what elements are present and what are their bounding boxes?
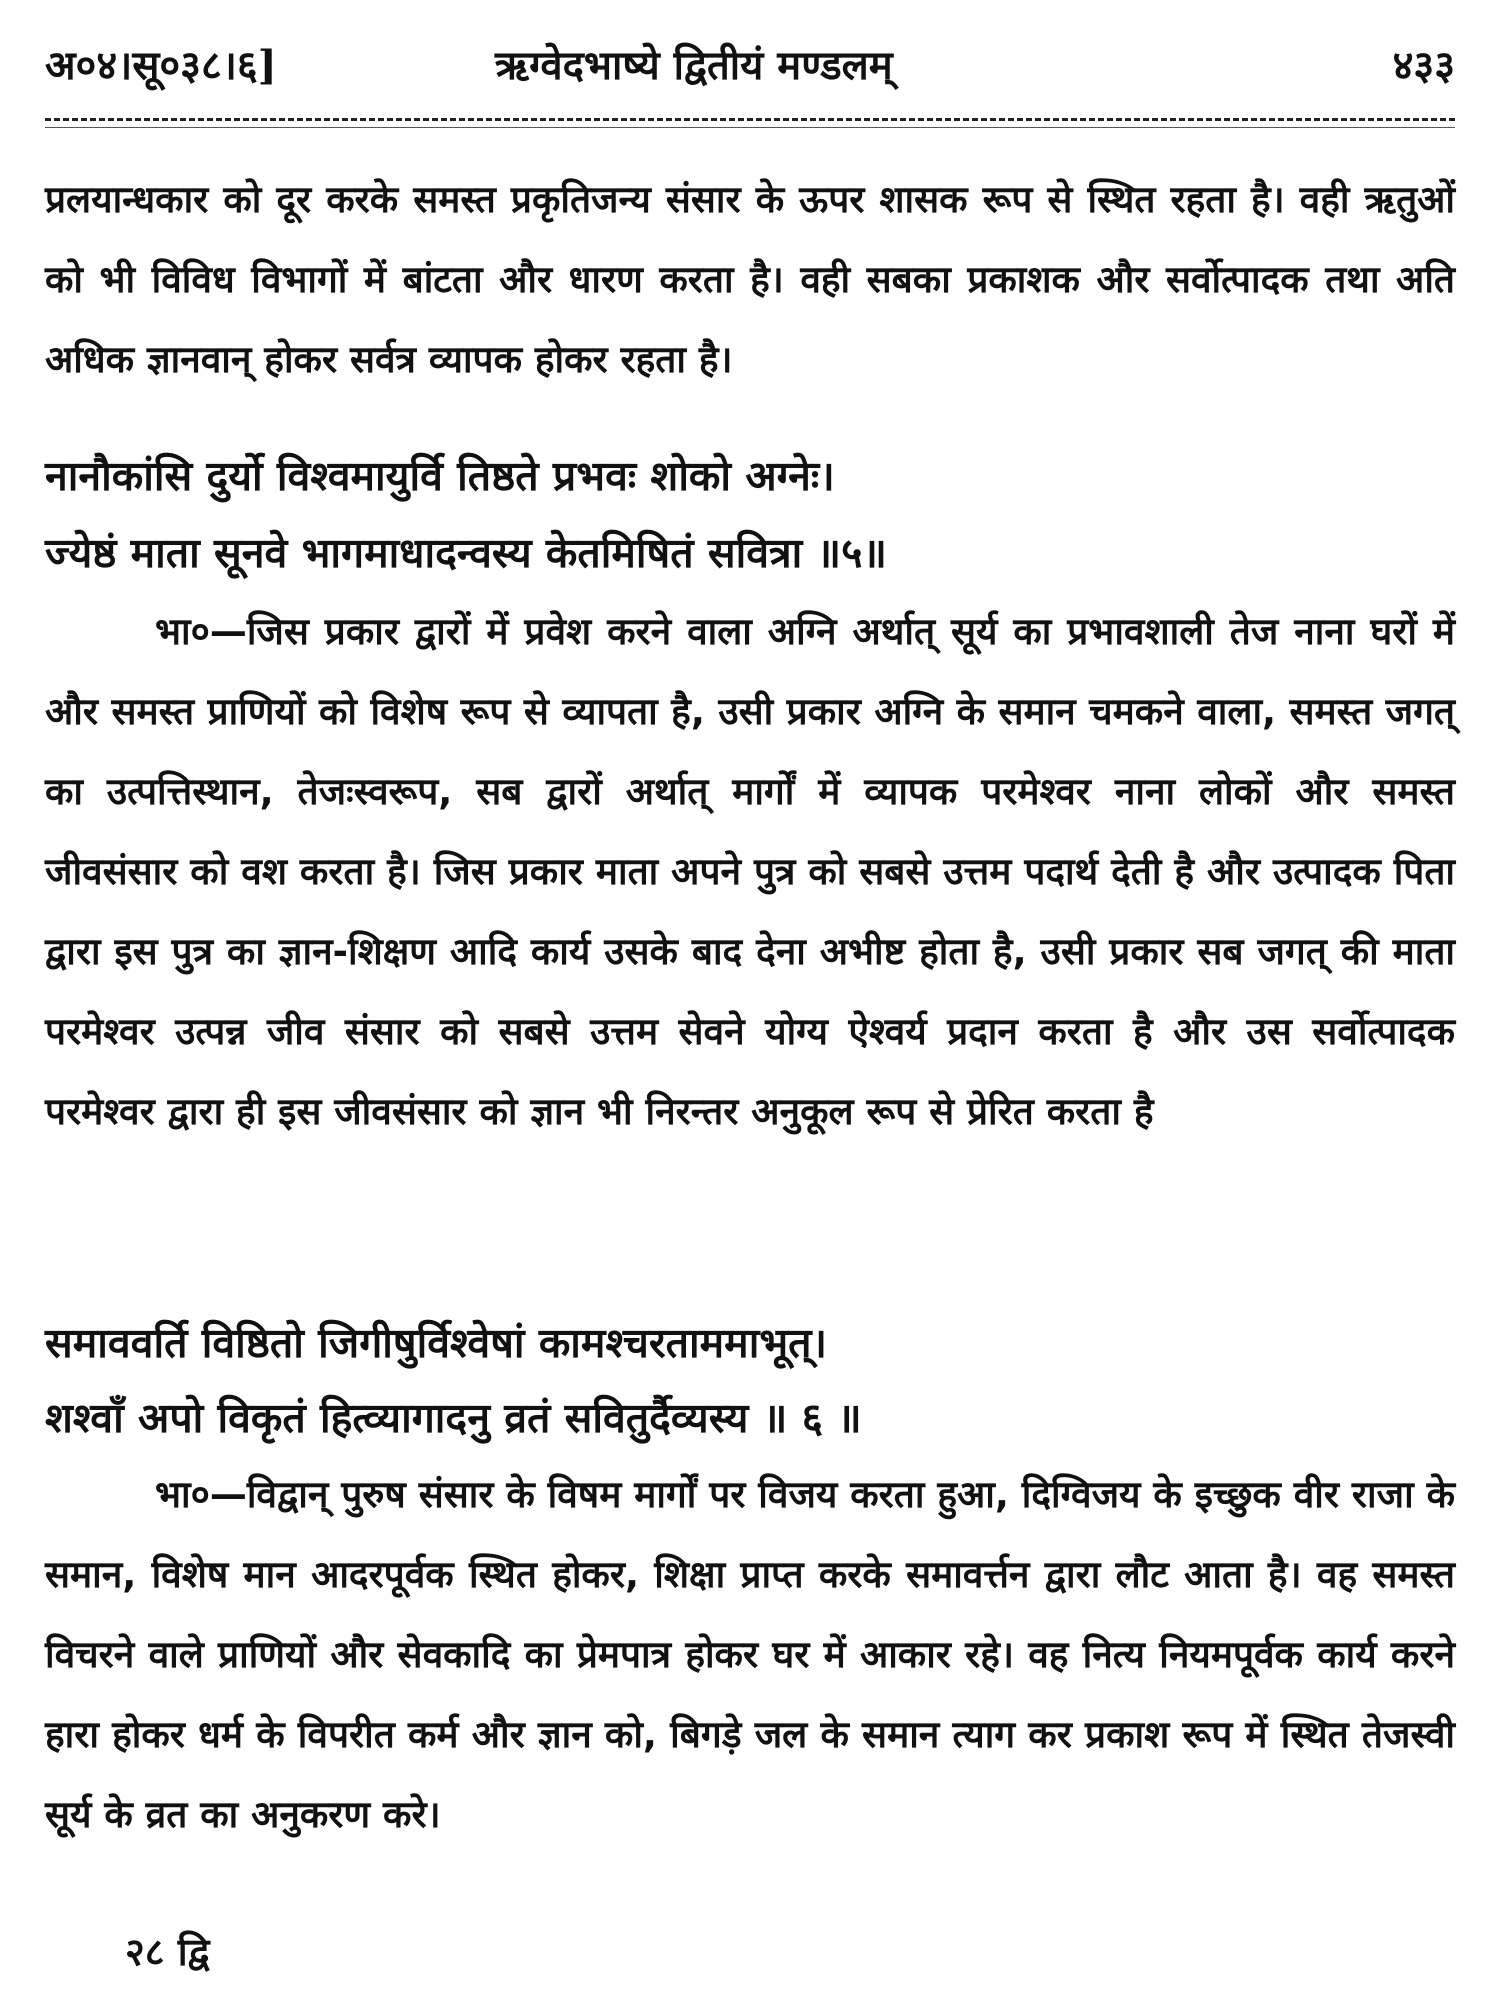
commentary-paragraph: भा०—जिस प्रकार द्वारों में प्रवेश करने वाला अग्नि अर्थात् सूर्य का प्रभावशाली तेज नाना घरों में और समस्त प्राणियों को विशेष रूप से व्यापता है, उसी प्रकार अग्नि के समान चमकने वाला, समस्त जगत् का उत्पत्तिस्थान, तेजःस्वरूप, सब द्वारों अर्थात् मार्गों में व्यापक परमेश्वर नाना लोकों और समस्त जीवसंसार को वश करता है। जिस प्रकार माता अपने पुत्र को सबसे उत्तम पदार्थ देती है और उत्पादक पिता द्वारा इस पुत्र का ज्ञान-शिक्षण आदि कार्य उसके बाद देना अभीष्ट होता है, उसी प्रकार सब जगत् की माता परमेश्वर उत्पन्न जीव संसार को सबसे उत्तम सेवने योग्य ऐश्वर्य प्रदान करता है और उस सर्वोत्पादक परमेश्वर द्वारा ही इस जीवसंसार को ज्ञान भी निरन्तर अनुकूल रूप से प्रेरित करता है <box>45 610 1455 1133</box>
header-rule <box>45 118 1455 128</box>
verse-line: ज्येष्ठं माता सूनवे भागमाधादन्वस्य केतमिषितं सवित्रा ॥५॥ <box>45 529 887 577</box>
page-number: ४३३ <box>1392 42 1455 89</box>
printer-signature: २८ द्वि <box>125 1929 210 1974</box>
commentary-paragraph: प्रलयान्धकार को दूर करके समस्त प्रकृतिजन्य संसार के ऊपर शासक रूप से स्थित रहता है। वही ऋतुओं को भी विविध विभागों में बांटता और धारण करता है। वही सबका प्रकाशक और सर्वोत्पादक तथा अति अधिक ज्ञानवान् होकर सर्वत्र व्यापक होकर रहता है। <box>45 178 1455 381</box>
verse-line: समाववर्ति विष्ठितो जिगीषुर्विश्वेषां कामश्चरताममाभूत्। <box>45 1319 828 1367</box>
page-title: ऋग्वेदभाष्ये द्वितीयं मण्डलम् <box>495 42 893 89</box>
verse-line: नानौकांसि दुर्यो विश्वमायुर्वि तिष्ठते प्रभवः शोको अग्नेः। <box>45 452 835 500</box>
page-header <box>45 28 1455 98</box>
section-reference: अ०४।सू०३८।६] <box>45 42 277 89</box>
commentary-paragraph: भा०—विद्वान् पुरुष संसार के विषम मार्गों पर विजय करता हुआ, दिग्विजय के इच्छुक वीर राजा के समान, विशेष मान आदरपूर्वक स्थित होकर, शिक्षा प्राप्त करके समावर्त्तन द्वारा लौट आता है। वह समस्त विचरने वाले प्राणियों और सेवकादि का प्रेमपात्र होकर घर में आकार रहे। वह नित्य नियमपूर्वक कार्य करने हारा होकर धर्म के विपरीत कर्म और ज्ञान को, बिगड़े जल के समान त्याग कर प्रकाश रूप में स्थित तेजस्वी सूर्य के व्रत का अनुकरण करे। <box>45 1473 1455 1836</box>
verse-line: शश्वाँ अपो विकृतं हित्व्यागादनु व्रतं सवितुर्दैव्यस्य ॥ ६ ॥ <box>45 1394 862 1442</box>
